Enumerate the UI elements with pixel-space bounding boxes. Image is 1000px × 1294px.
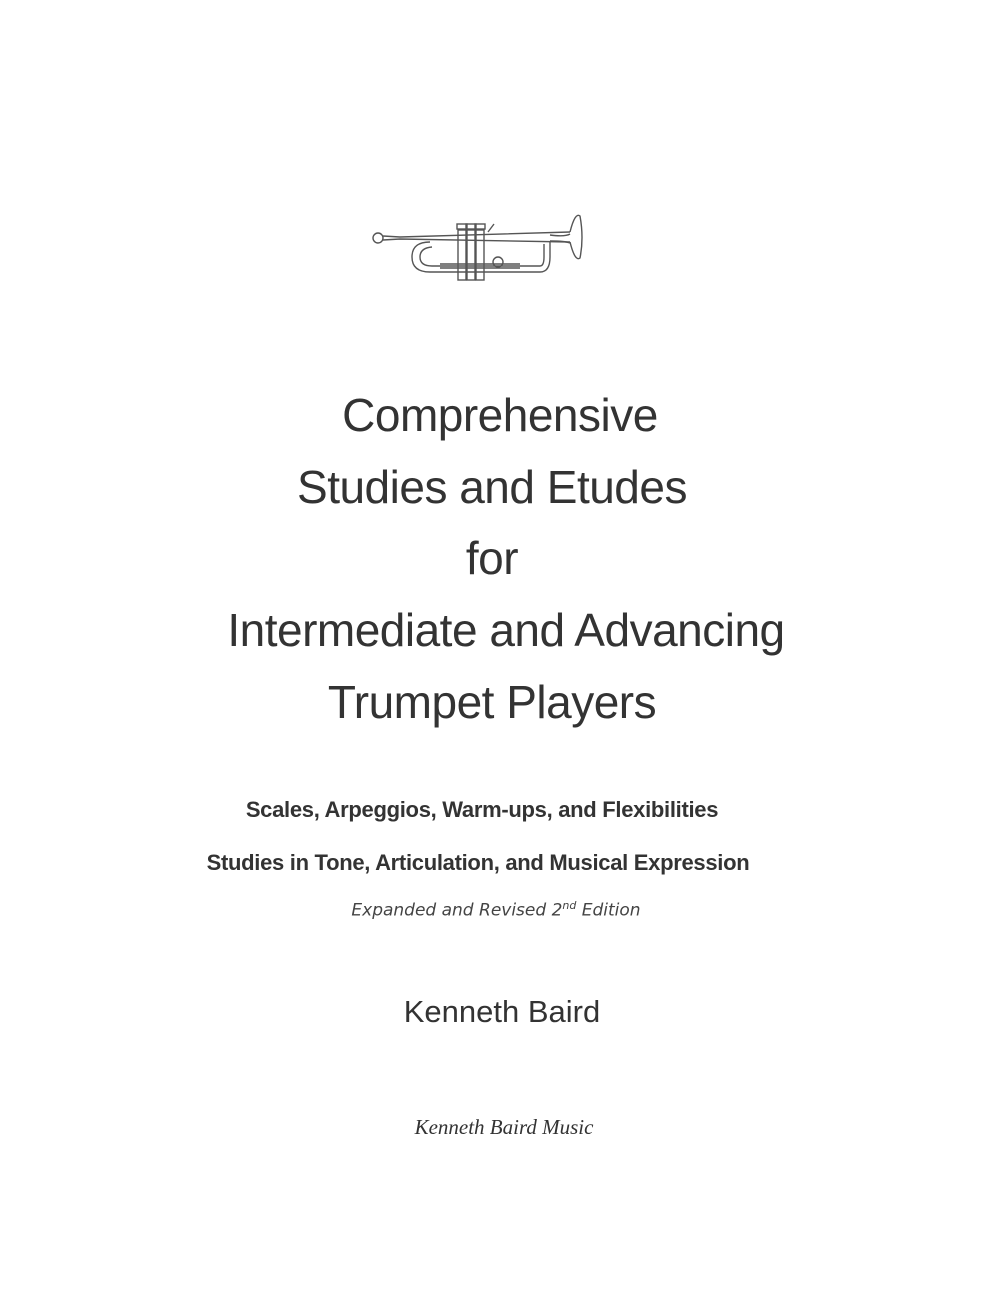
title-line-1: Comprehensive [342,389,658,441]
author-name: Kenneth Baird [403,994,601,1029]
publisher-name: Kenneth Baird Music [414,1115,594,1139]
title-line-4: Intermediate and Advancing [227,604,785,656]
edition-note [0,899,996,921]
title-line-2: Studies and Etudes [297,461,687,513]
edition-prefix: Expanded and Revised 2 [351,900,563,921]
title-line-3: for [465,532,519,584]
title-line-5: Trumpet Players [327,676,657,728]
subtitle-line-1: Scales, Arpeggios, Warm-ups, and Flexibilities [245,797,719,822]
subtitle-line-2: Studies in Tone, Articulation, and Musical Expression [206,850,750,875]
edition-suffix: Edition [576,900,641,921]
trumpet-icon [370,212,585,284]
edition-superscript: nd [562,899,577,912]
